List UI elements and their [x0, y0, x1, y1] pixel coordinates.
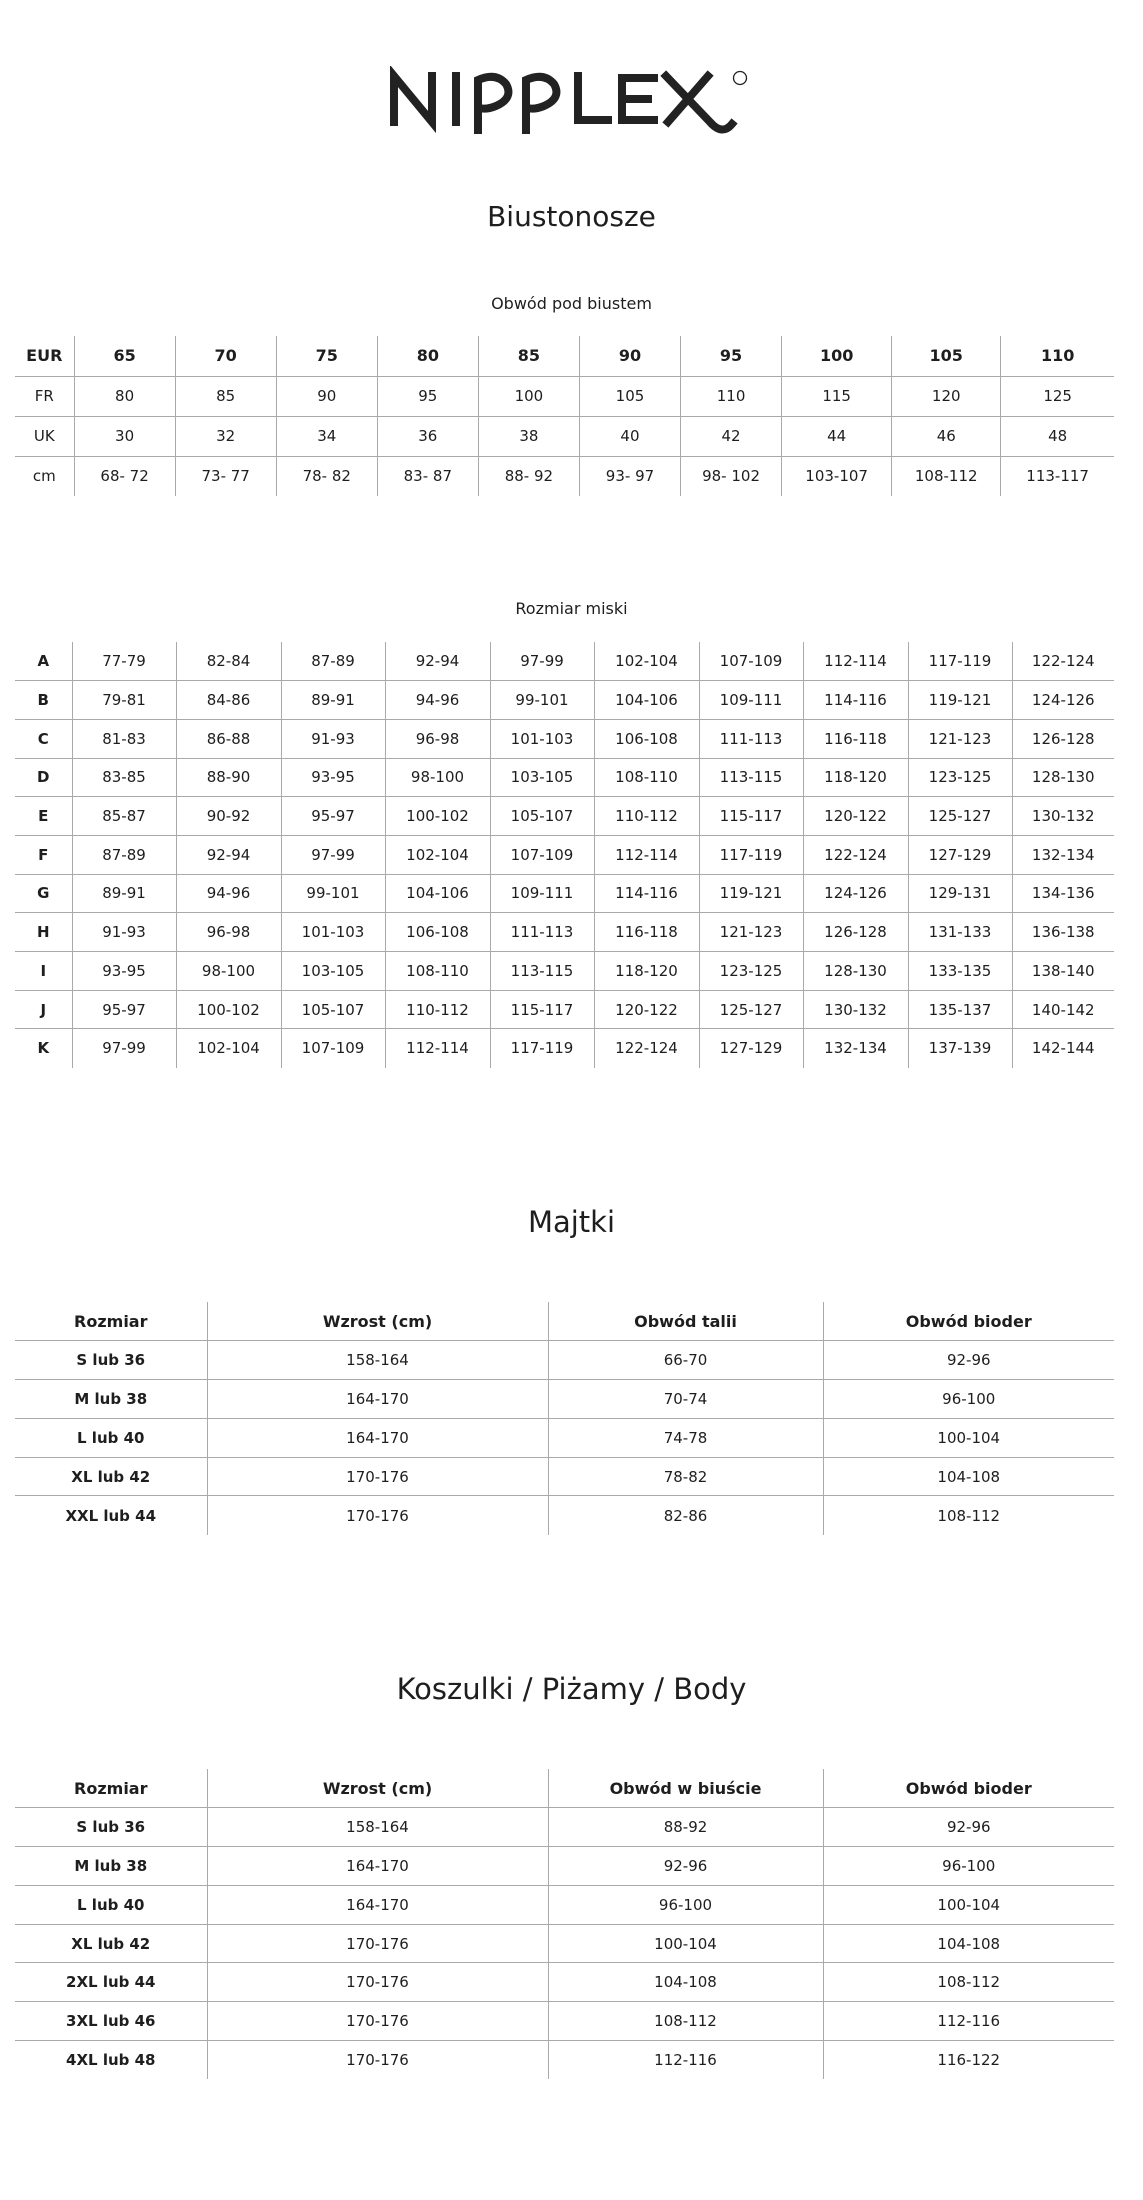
table-cell: 99-101 [490, 681, 594, 720]
shirts-title: Koszulki / Piżamy / Body [396, 1672, 747, 1706]
table-cell: 122-124 [1012, 642, 1114, 681]
table-cell: 100 [782, 336, 892, 376]
table-cell: 164-170 [207, 1885, 548, 1924]
table-cell: 92-96 [548, 1847, 823, 1886]
cup-label: C [15, 719, 72, 758]
table-cell: 93-95 [281, 758, 385, 797]
table-cell: 140-142 [1012, 990, 1114, 1029]
size-label: L lub 40 [15, 1885, 207, 1924]
band-size-table [15, 336, 1114, 496]
table-cell: 93- 97 [579, 456, 680, 496]
table-cell: 110-112 [385, 990, 490, 1029]
table-cell: 112-114 [594, 835, 699, 874]
table-row [15, 2041, 1114, 2080]
table-cell: 98- 102 [681, 456, 782, 496]
column-header: Obwód talii [548, 1302, 823, 1341]
table-row [15, 990, 1114, 1029]
size-label: XL lub 42 [15, 1457, 207, 1496]
table-row [15, 642, 1114, 681]
table-cell: 83- 87 [377, 456, 478, 496]
table-cell: 116-118 [594, 913, 699, 952]
table-cell: 170-176 [207, 1496, 548, 1535]
table-cell: 88-90 [176, 758, 281, 797]
table-cell: 112-116 [548, 2041, 823, 2080]
table-cell: 125 [1001, 376, 1114, 416]
table-cell: 136-138 [1012, 913, 1114, 952]
table-cell: 84-86 [176, 681, 281, 720]
table-cell: 104-106 [594, 681, 699, 720]
table-cell: 134-136 [1012, 874, 1114, 913]
table-cell: 96-98 [176, 913, 281, 952]
table-cell: 115-117 [490, 990, 594, 1029]
table-cell: 100 [478, 376, 579, 416]
table-cell: 81-83 [72, 719, 176, 758]
table-cell: 124-126 [1012, 681, 1114, 720]
table-cell: 119-121 [908, 681, 1012, 720]
table-cell: 92-94 [176, 835, 281, 874]
system-label: EUR [15, 336, 74, 376]
table-cell: 89-91 [281, 681, 385, 720]
table-cell: 48 [1001, 416, 1114, 456]
table-cell: 132-134 [803, 1029, 908, 1068]
table-cell: 40 [579, 416, 680, 456]
table-cell: 102-104 [594, 642, 699, 681]
table-cell: 100-104 [823, 1418, 1114, 1457]
table-cell: 94-96 [385, 681, 490, 720]
briefs-title: Majtki [527, 1205, 616, 1239]
table-cell: 164-170 [207, 1418, 548, 1457]
table-row [15, 797, 1114, 836]
table-cell: 117-119 [908, 642, 1012, 681]
table-row [15, 1418, 1114, 1457]
table-cell: 105-107 [281, 990, 385, 1029]
table-cell: 68- 72 [74, 456, 175, 496]
size-label: 4XL lub 48 [15, 2041, 207, 2080]
table-cell: 90-92 [176, 797, 281, 836]
table-row [15, 1963, 1114, 2002]
table-cell: 87-89 [72, 835, 176, 874]
table-cell: 121-123 [908, 719, 1012, 758]
table-row [15, 416, 1114, 456]
table-cell: 104-108 [823, 1457, 1114, 1496]
size-label: 2XL lub 44 [15, 1963, 207, 2002]
table-cell: 34 [276, 416, 377, 456]
table-row [15, 1808, 1114, 1847]
table-cell: 102-104 [385, 835, 490, 874]
system-label: FR [15, 376, 74, 416]
table-cell: 82-86 [548, 1496, 823, 1535]
size-label: M lub 38 [15, 1380, 207, 1419]
table-cell: 122-124 [594, 1029, 699, 1068]
table-cell: 117-119 [490, 1029, 594, 1068]
table-cell: 96-100 [823, 1380, 1114, 1419]
cup-label: A [15, 642, 72, 681]
table-cell: 83-85 [72, 758, 176, 797]
table-cell: 132-134 [1012, 835, 1114, 874]
table-cell: 113-117 [1026, 467, 1089, 486]
table-cell: 129-131 [908, 874, 1012, 913]
column-header: Obwód bioder [823, 1302, 1114, 1341]
size-label: XXL lub 44 [15, 1496, 207, 1535]
table-cell: 87-89 [281, 642, 385, 681]
system-label: cm [15, 456, 74, 496]
table-cell: 158-164 [207, 1808, 548, 1847]
table-cell: 97-99 [281, 835, 385, 874]
table-cell: 103-107 [782, 456, 892, 496]
table-cell: 137-139 [908, 1029, 1012, 1068]
table-cell: 73- 77 [175, 456, 276, 496]
cup-label: B [15, 681, 72, 720]
table-cell: 117-119 [699, 835, 803, 874]
table-cell: 92-96 [823, 1808, 1114, 1847]
table-cell: 105-107 [490, 797, 594, 836]
table-cell: 98-100 [385, 758, 490, 797]
table-row [15, 336, 1114, 376]
table-cell: 138-140 [1012, 952, 1114, 991]
table-cell: 125-127 [908, 797, 1012, 836]
table-cell: 113-115 [699, 758, 803, 797]
column-header: Obwód bioder [823, 1769, 1114, 1808]
table-cell: 135-137 [908, 990, 1012, 1029]
table-cell: 142-144 [1031, 1039, 1095, 1058]
table-row [15, 376, 1114, 416]
cup-label: I [15, 952, 72, 991]
table-cell: 130-132 [1012, 797, 1114, 836]
table-cell: 82-84 [176, 642, 281, 681]
table-cell: 92-96 [823, 1341, 1114, 1380]
table-cell: 116-122 [937, 2051, 1001, 2070]
table-cell: 80 [74, 376, 175, 416]
column-header: Rozmiar [15, 1302, 207, 1341]
table-header-row [15, 1302, 1114, 1341]
shirts-size-table [15, 1769, 1114, 2079]
table-cell: 104-106 [385, 874, 490, 913]
table-cell: 96-98 [385, 719, 490, 758]
cup-label: G [15, 874, 72, 913]
table-cell: 102-104 [176, 1029, 281, 1068]
table-cell: 100-102 [176, 990, 281, 1029]
table-cell: 100-102 [385, 797, 490, 836]
table-cell: 100-104 [823, 1885, 1114, 1924]
table-row [15, 1029, 1114, 1068]
table-cell: 158-164 [207, 1341, 548, 1380]
table-cell: 108-110 [594, 758, 699, 797]
table-cell: 70 [175, 336, 276, 376]
table-cell: 116-118 [803, 719, 908, 758]
table-cell: 170-176 [207, 1963, 548, 2002]
table-cell: 120-122 [803, 797, 908, 836]
cup-label: D [15, 758, 72, 797]
table-cell: 80 [377, 336, 478, 376]
table-cell: 101-103 [281, 913, 385, 952]
size-label: 3XL lub 46 [15, 2002, 207, 2041]
table-row [15, 1924, 1114, 1963]
table-cell: 94-96 [176, 874, 281, 913]
column-header: Wzrost (cm) [207, 1769, 548, 1808]
table-cell: 96-100 [823, 1847, 1114, 1886]
table-cell: 120-122 [594, 990, 699, 1029]
table-cell: 108-112 [548, 2002, 823, 2041]
table-cell: 106-108 [385, 913, 490, 952]
table-cell: 91-93 [72, 913, 176, 952]
table-cell: 111-113 [699, 719, 803, 758]
table-cell: 133-135 [908, 952, 1012, 991]
size-label: M lub 38 [15, 1847, 207, 1886]
table-row [15, 1847, 1114, 1886]
cup-label: F [15, 835, 72, 874]
table-cell: 164-170 [207, 1380, 548, 1419]
table-cell: 112-114 [803, 642, 908, 681]
table-cell: 98-100 [176, 952, 281, 991]
table-cell: 75 [276, 336, 377, 376]
table-cell: 126-128 [1012, 719, 1114, 758]
table-cell: 95 [377, 376, 478, 416]
table-cell: 88- 92 [478, 456, 579, 496]
table-cell: 65 [74, 336, 175, 376]
table-cell: 123-125 [908, 758, 1012, 797]
table-cell: 95 [681, 336, 782, 376]
table-cell: 97-99 [490, 642, 594, 681]
table-cell: 105 [892, 336, 1001, 376]
table-cell: 170-176 [207, 1924, 548, 1963]
table-cell: 121-123 [699, 913, 803, 952]
table-cell: 120 [892, 376, 1001, 416]
table-row [15, 913, 1114, 952]
table-cell: 89-91 [72, 874, 176, 913]
table-cell: 103-105 [490, 758, 594, 797]
size-label: L lub 40 [15, 1418, 207, 1457]
table-cell: 108-112 [937, 1506, 1001, 1525]
cup-size-table [15, 642, 1114, 1068]
table-row [15, 1341, 1114, 1380]
table-cell: 88-92 [548, 1808, 823, 1847]
table-cell: 70-74 [548, 1380, 823, 1419]
table-cell: 32 [175, 416, 276, 456]
table-cell: 46 [892, 416, 1001, 456]
table-cell: 109-111 [699, 681, 803, 720]
table-row [15, 719, 1114, 758]
table-cell: 122-124 [803, 835, 908, 874]
table-row [15, 1496, 1114, 1535]
table-cell: 90 [579, 336, 680, 376]
table-cell: 112-114 [385, 1029, 490, 1068]
table-cell: 97-99 [72, 1029, 176, 1068]
table-cell: 74-78 [548, 1418, 823, 1457]
table-cell: 30 [74, 416, 175, 456]
size-label: S lub 36 [15, 1341, 207, 1380]
table-cell: 104-108 [823, 1924, 1114, 1963]
cup-label: E [15, 797, 72, 836]
table-cell: 91-93 [281, 719, 385, 758]
table-cell: 170-176 [207, 2041, 548, 2080]
table-cell: 119-121 [699, 874, 803, 913]
table-cell: 126-128 [803, 913, 908, 952]
table-cell: 125-127 [699, 990, 803, 1029]
bras-title: Biustonosze [487, 200, 656, 233]
table-cell: 99-101 [281, 874, 385, 913]
system-label: UK [15, 416, 74, 456]
table-cell: 107-109 [490, 835, 594, 874]
size-label: S lub 36 [15, 1808, 207, 1847]
table-cell: 78- 82 [276, 456, 377, 496]
table-cell: 108-110 [385, 952, 490, 991]
table-cell: 124-126 [803, 874, 908, 913]
table-cell: 100-104 [548, 1924, 823, 1963]
table-cell: 130-132 [803, 990, 908, 1029]
nipplex-logo-icon [386, 66, 748, 138]
table-cell: 170-176 [207, 2002, 548, 2041]
table-cell: 110 [681, 376, 782, 416]
table-cell: 108-112 [892, 456, 1001, 496]
table-cell: 86-88 [176, 719, 281, 758]
table-cell: 109-111 [490, 874, 594, 913]
table-cell: 44 [782, 416, 892, 456]
table-cell: 78-82 [548, 1457, 823, 1496]
table-cell: 107-109 [699, 642, 803, 681]
cup-label: K [15, 1029, 72, 1068]
size-label: XL lub 42 [15, 1924, 207, 1963]
table-cell: 115 [782, 376, 892, 416]
table-row [15, 835, 1114, 874]
table-cell: 128-130 [803, 952, 908, 991]
column-header: Wzrost (cm) [207, 1302, 548, 1341]
table-cell: 90 [276, 376, 377, 416]
column-header: Obwód w biuście [548, 1769, 823, 1808]
table-row [15, 874, 1114, 913]
table-cell: 118-120 [594, 952, 699, 991]
table-cell: 104-108 [548, 1963, 823, 2002]
table-cell: 36 [377, 416, 478, 456]
band-caption: Obwód pod biustem [491, 294, 652, 313]
table-cell: 108-112 [823, 1963, 1114, 2002]
column-header: Rozmiar [15, 1769, 207, 1808]
table-cell: 110-112 [594, 797, 699, 836]
table-cell: 103-105 [281, 952, 385, 991]
table-cell: 127-129 [908, 835, 1012, 874]
briefs-size-table [15, 1302, 1114, 1535]
table-row [15, 952, 1114, 991]
table-cell: 85-87 [72, 797, 176, 836]
table-cell: 106-108 [594, 719, 699, 758]
table-cell: 115-117 [699, 797, 803, 836]
table-cell: 113-115 [490, 952, 594, 991]
table-cell: 79-81 [72, 681, 176, 720]
table-cell: 96-100 [548, 1885, 823, 1924]
table-cell: 112-116 [823, 2002, 1114, 2041]
table-cell: 38 [478, 416, 579, 456]
cup-label: H [15, 913, 72, 952]
table-cell: 95-97 [281, 797, 385, 836]
table-cell: 95-97 [72, 990, 176, 1029]
table-cell: 114-116 [803, 681, 908, 720]
table-cell: 127-129 [699, 1029, 803, 1068]
table-cell: 42 [681, 416, 782, 456]
table-cell: 85 [478, 336, 579, 376]
table-row [15, 758, 1114, 797]
table-row [15, 456, 1114, 496]
brand-logo [386, 66, 748, 138]
table-cell: 93-95 [72, 952, 176, 991]
table-cell: 77-79 [72, 642, 176, 681]
table-cell: 170-176 [207, 1457, 548, 1496]
table-row [15, 1885, 1114, 1924]
table-cell: 164-170 [207, 1847, 548, 1886]
table-cell: 66-70 [548, 1341, 823, 1380]
table-cell: 92-94 [385, 642, 490, 681]
table-cell: 118-120 [803, 758, 908, 797]
table-row [15, 681, 1114, 720]
table-cell: 105 [579, 376, 680, 416]
table-cell: 110 [1001, 336, 1114, 376]
table-cell: 101-103 [490, 719, 594, 758]
table-cell: 107-109 [281, 1029, 385, 1068]
table-row [15, 2002, 1114, 2041]
table-row [15, 1457, 1114, 1496]
cup-caption: Rozmiar miski [515, 599, 628, 618]
table-cell: 131-133 [908, 913, 1012, 952]
cup-label: J [15, 990, 72, 1029]
table-cell: 85 [175, 376, 276, 416]
table-row [15, 1380, 1114, 1419]
table-header-row [15, 1769, 1114, 1808]
table-cell: 128-130 [1012, 758, 1114, 797]
table-cell: 123-125 [699, 952, 803, 991]
table-cell: 111-113 [490, 913, 594, 952]
table-cell: 114-116 [594, 874, 699, 913]
